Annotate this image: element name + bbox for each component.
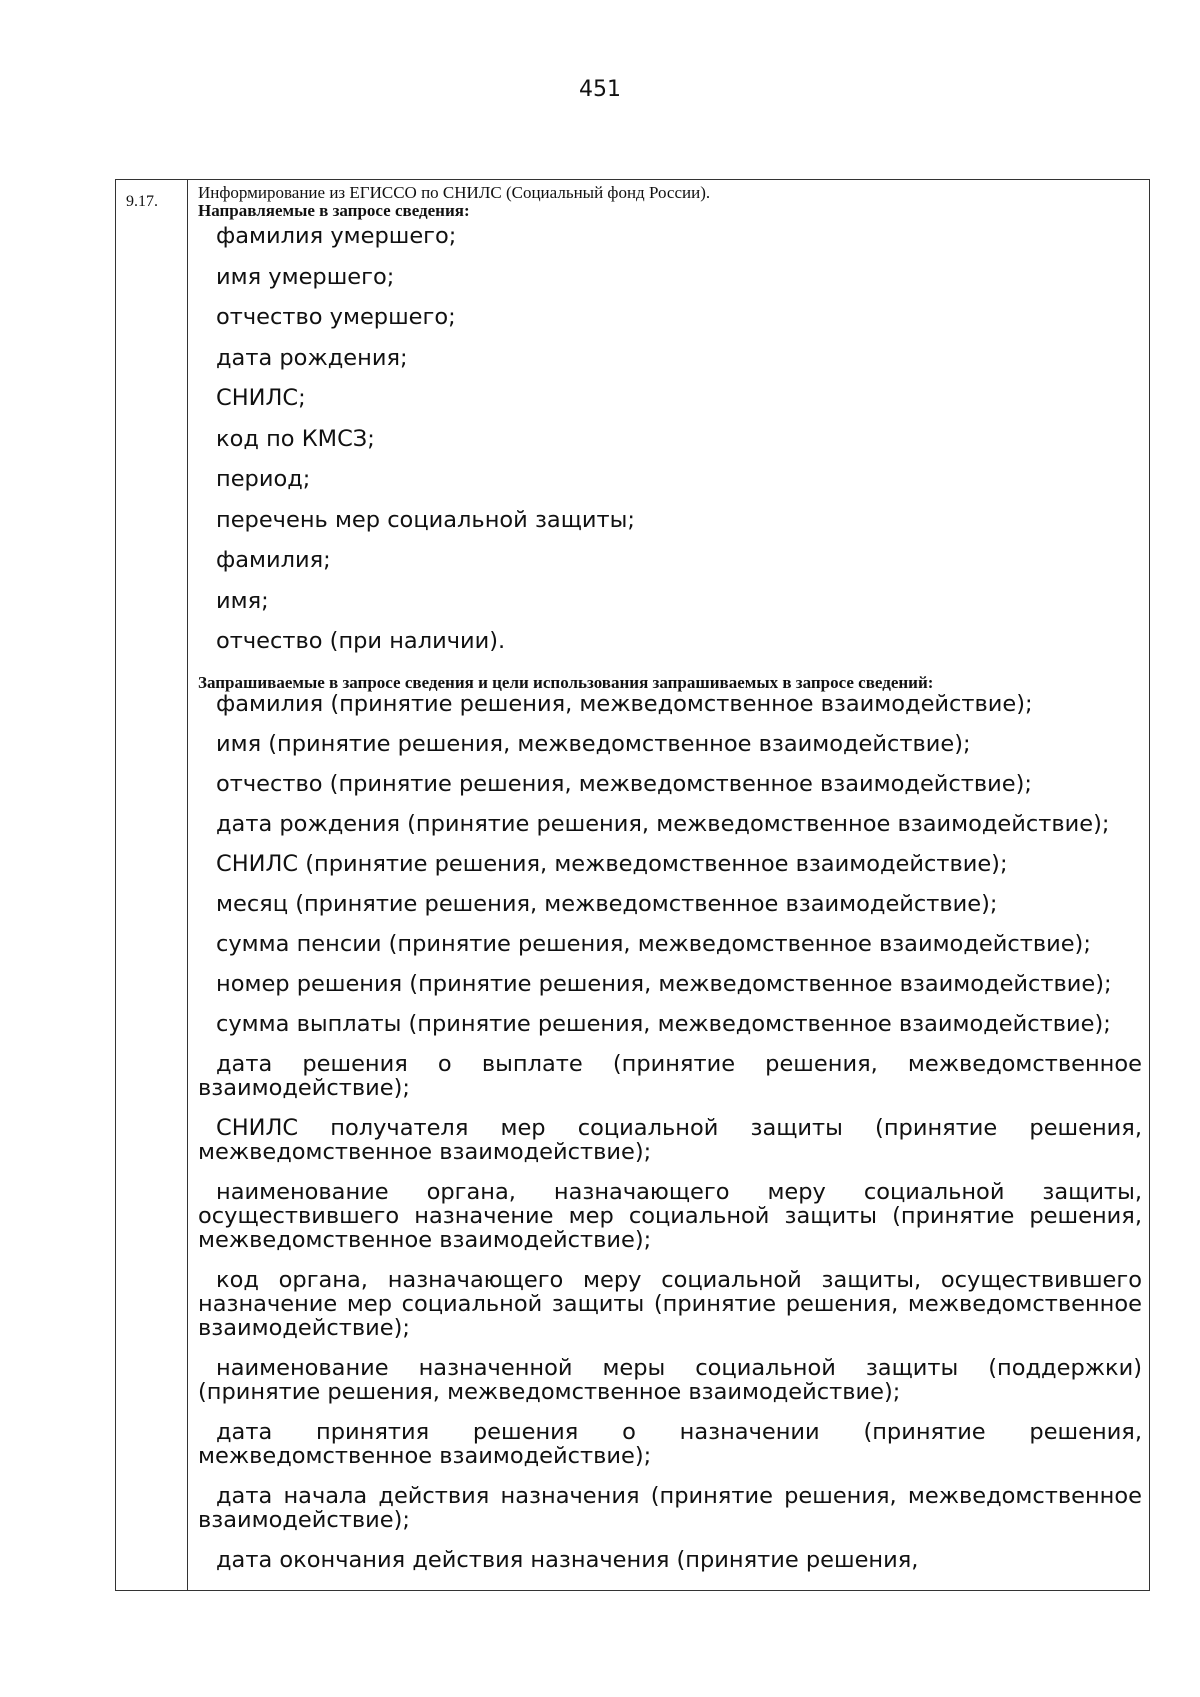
list-item: СНИЛС; xyxy=(216,385,306,411)
list-item: дата рождения; xyxy=(216,344,408,371)
list-item: имя; xyxy=(216,587,269,614)
list-item: дата рождения (принятие решения, межведомственное взаимодействие); xyxy=(216,810,1110,837)
list-item: наименование назначенной меры социальной защиты (поддержки) (принятие решения, межведомственное взаимодействие); xyxy=(198,1354,1142,1405)
list-item: отчество умершего; xyxy=(216,304,456,330)
list-item: номер решения (принятие решения, межведомственное взаимодействие); xyxy=(216,970,1112,997)
list-item: перечень мер социальной защиты; xyxy=(216,506,635,533)
list-item: фамилия (принятие решения, межведомственное взаимодействие); xyxy=(216,690,1033,717)
list-item: дата решения о выплате (принятие решения, межведомственное взаимодействие); xyxy=(198,1050,1142,1101)
requirements-table xyxy=(115,179,1150,1591)
list-item: сумма выплаты (принятие решения, межведомственное взаимодействие); xyxy=(216,1010,1111,1037)
requested-section-header: Запрашиваемые в запросе сведения и цели использования запрашиваемых в запросе сведений: xyxy=(198,672,934,692)
list-item: имя умершего; xyxy=(216,263,395,290)
row-number: 9.17. xyxy=(126,193,158,210)
list-item: наименование органа, назначающего меру социальной защиты, осуществившего назначение мер социальной защиты (принятие решения, межведомственное взаимодействие); xyxy=(198,1178,1142,1253)
list-item: фамилия; xyxy=(216,547,331,573)
list-item: дата принятия решения о назначении (принятие решения, межведомственное взаимодействие); xyxy=(198,1418,1142,1469)
service-title: Информирование из ЕГИССО по СНИЛС (Социальный фонд России). xyxy=(198,183,711,202)
list-item: фамилия умершего; xyxy=(216,223,457,249)
list-item: код по КМСЗ; xyxy=(216,425,375,452)
list-item: отчество (принятие решения, межведомственное взаимодействие); xyxy=(216,770,1032,797)
list-item: дата начала действия назначения (принятие решения, межведомственное взаимодействие); xyxy=(198,1482,1142,1533)
list-item: период; xyxy=(216,466,311,492)
requested-items-list xyxy=(198,692,1142,1572)
list-item: код органа, назначающего меру социальной защиты, осуществившего назначение мер социальной защиты (принятие решения, межведомственное взаимодействие); xyxy=(198,1266,1142,1341)
list-item: дата окончания действия назначения (принятие решения, xyxy=(216,1546,919,1573)
row-number-cell xyxy=(116,180,188,1590)
list-item: СНИЛС (принятие решения, межведомственное взаимодействие); xyxy=(216,850,1008,877)
row-content-cell xyxy=(198,180,1142,1588)
list-item: отчество (при наличии). xyxy=(216,628,506,654)
list-item: сумма пенсии (принятие решения, межведомственное взаимодействие); xyxy=(216,930,1091,957)
list-item: СНИЛС получателя мер социальной защиты (принятие решения, межведомственное взаимодействие); xyxy=(198,1114,1142,1165)
list-item: месяц (принятие решения, межведомственное взаимодействие); xyxy=(216,890,998,917)
list-item: имя (принятие решения, межведомственное взаимодействие); xyxy=(216,730,971,757)
sent-items-list xyxy=(198,216,1142,662)
page-number: 451 xyxy=(579,77,621,102)
sent-section-header: Направляемые в запросе сведения: xyxy=(198,201,470,220)
